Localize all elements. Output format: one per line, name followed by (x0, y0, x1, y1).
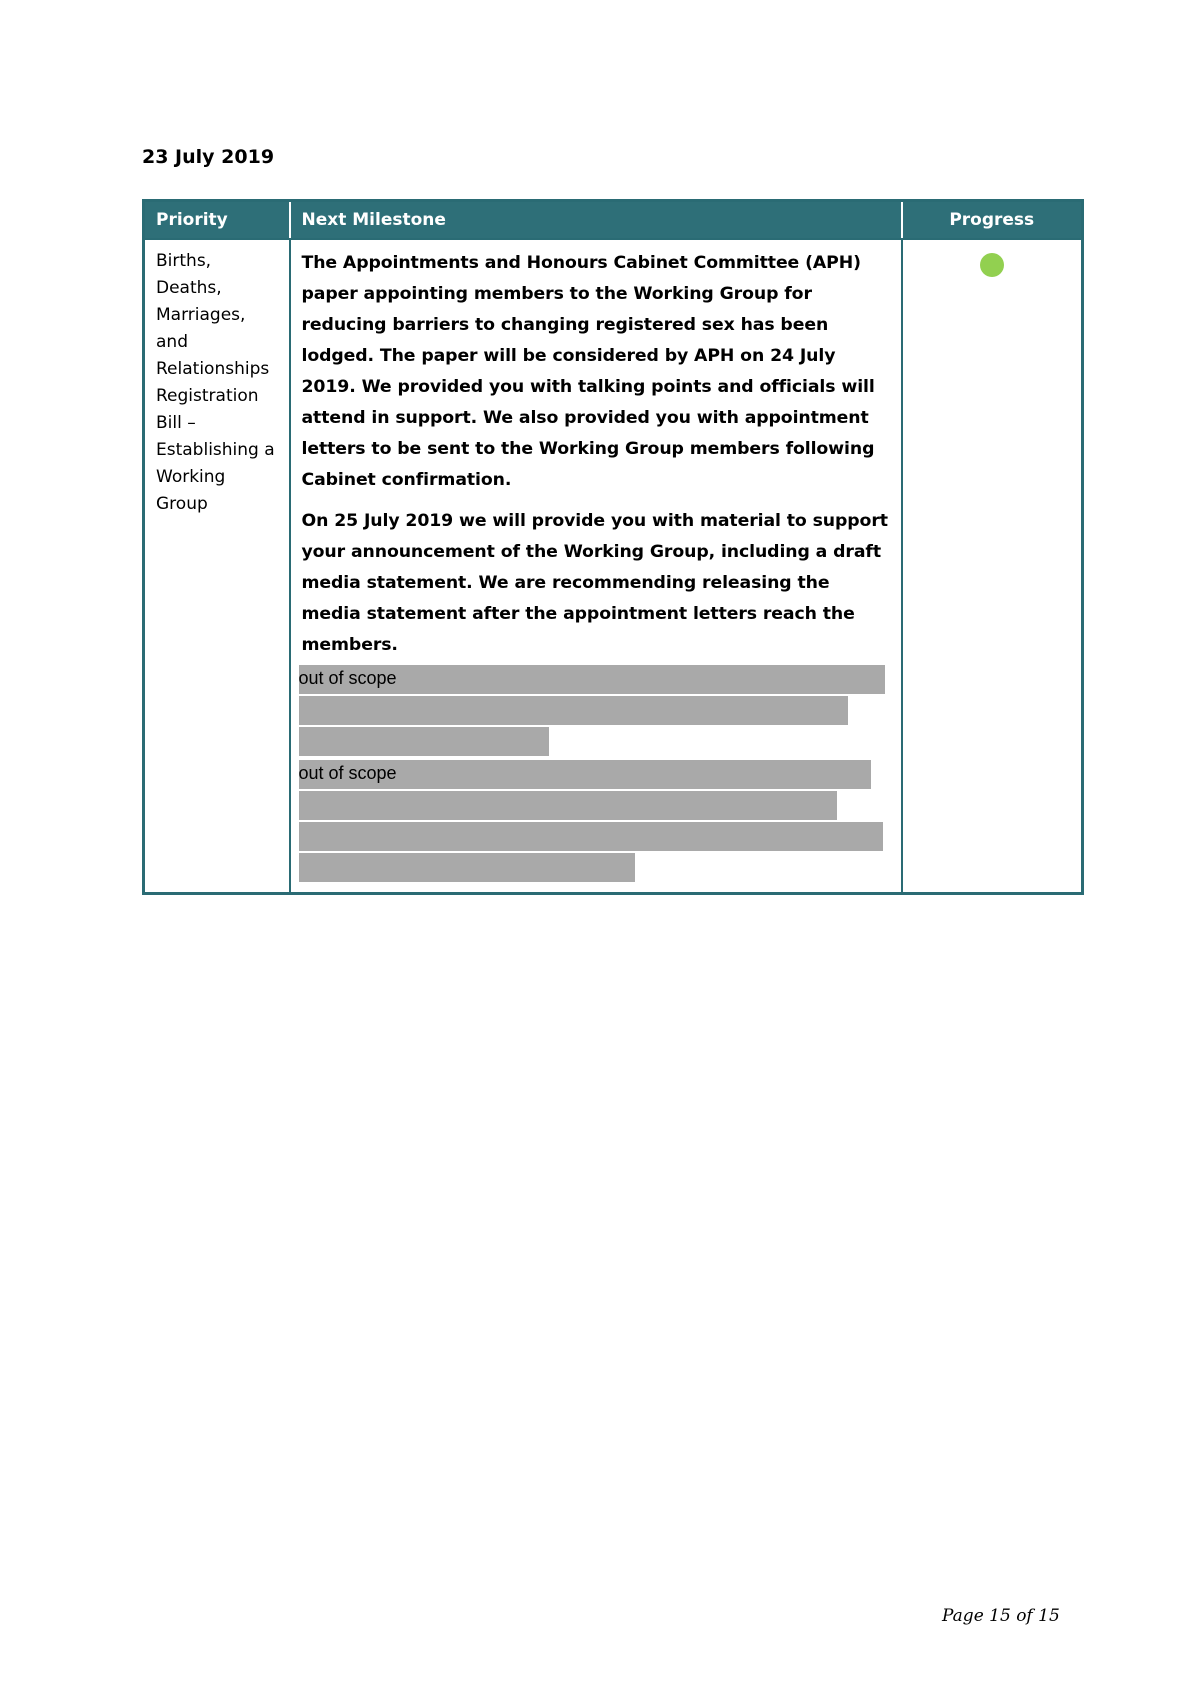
milestone-paragraph: On 25 July 2019 we will provide you with material to support your announcement of the Working Group, including a draft media statement. We are recommending releasing the media statement after the appointment letters reach the members. (301, 511, 888, 655)
date-heading: 23 July 2019 (142, 146, 275, 168)
redaction-bar (299, 853, 635, 882)
redaction-bar (299, 822, 883, 851)
redaction-bar (299, 791, 837, 820)
table-row (144, 239, 1083, 894)
header-next-milestone: Next Milestone (290, 201, 902, 240)
redaction-block (299, 665, 891, 756)
milestone-cell (290, 239, 902, 894)
priority-cell (144, 239, 290, 894)
progress-status-dot (980, 253, 1004, 277)
redaction-bar (299, 727, 549, 756)
milestone-paragraph: The Appointments and Honours Cabinet Committee (APH) paper appointing members to the Working Group for reducing barriers to changing registered sex has been lodged. The paper will be considered by APH on 24 July 2019. We provided you with talking points and officials will attend in support. We also provided you with appointment letters to be sent to the Working Group members following Cabinet confirmation. (301, 253, 875, 490)
header-priority: Priority (144, 201, 290, 240)
table-header-row (144, 201, 1083, 240)
priority-text: Births, Deaths, Marriages, and Relationships Registration Bill – Establishing a Working Group (156, 251, 275, 514)
milestone-table (142, 199, 1084, 895)
redaction-bar (299, 696, 848, 725)
redaction-label: out of scope (298, 763, 397, 783)
redaction-block (299, 760, 891, 882)
header-progress: Progress (902, 201, 1083, 240)
progress-cell (902, 239, 1083, 894)
page-number: Page 15 of 15 (942, 1606, 1060, 1626)
redaction-label: out of scope (298, 668, 397, 688)
